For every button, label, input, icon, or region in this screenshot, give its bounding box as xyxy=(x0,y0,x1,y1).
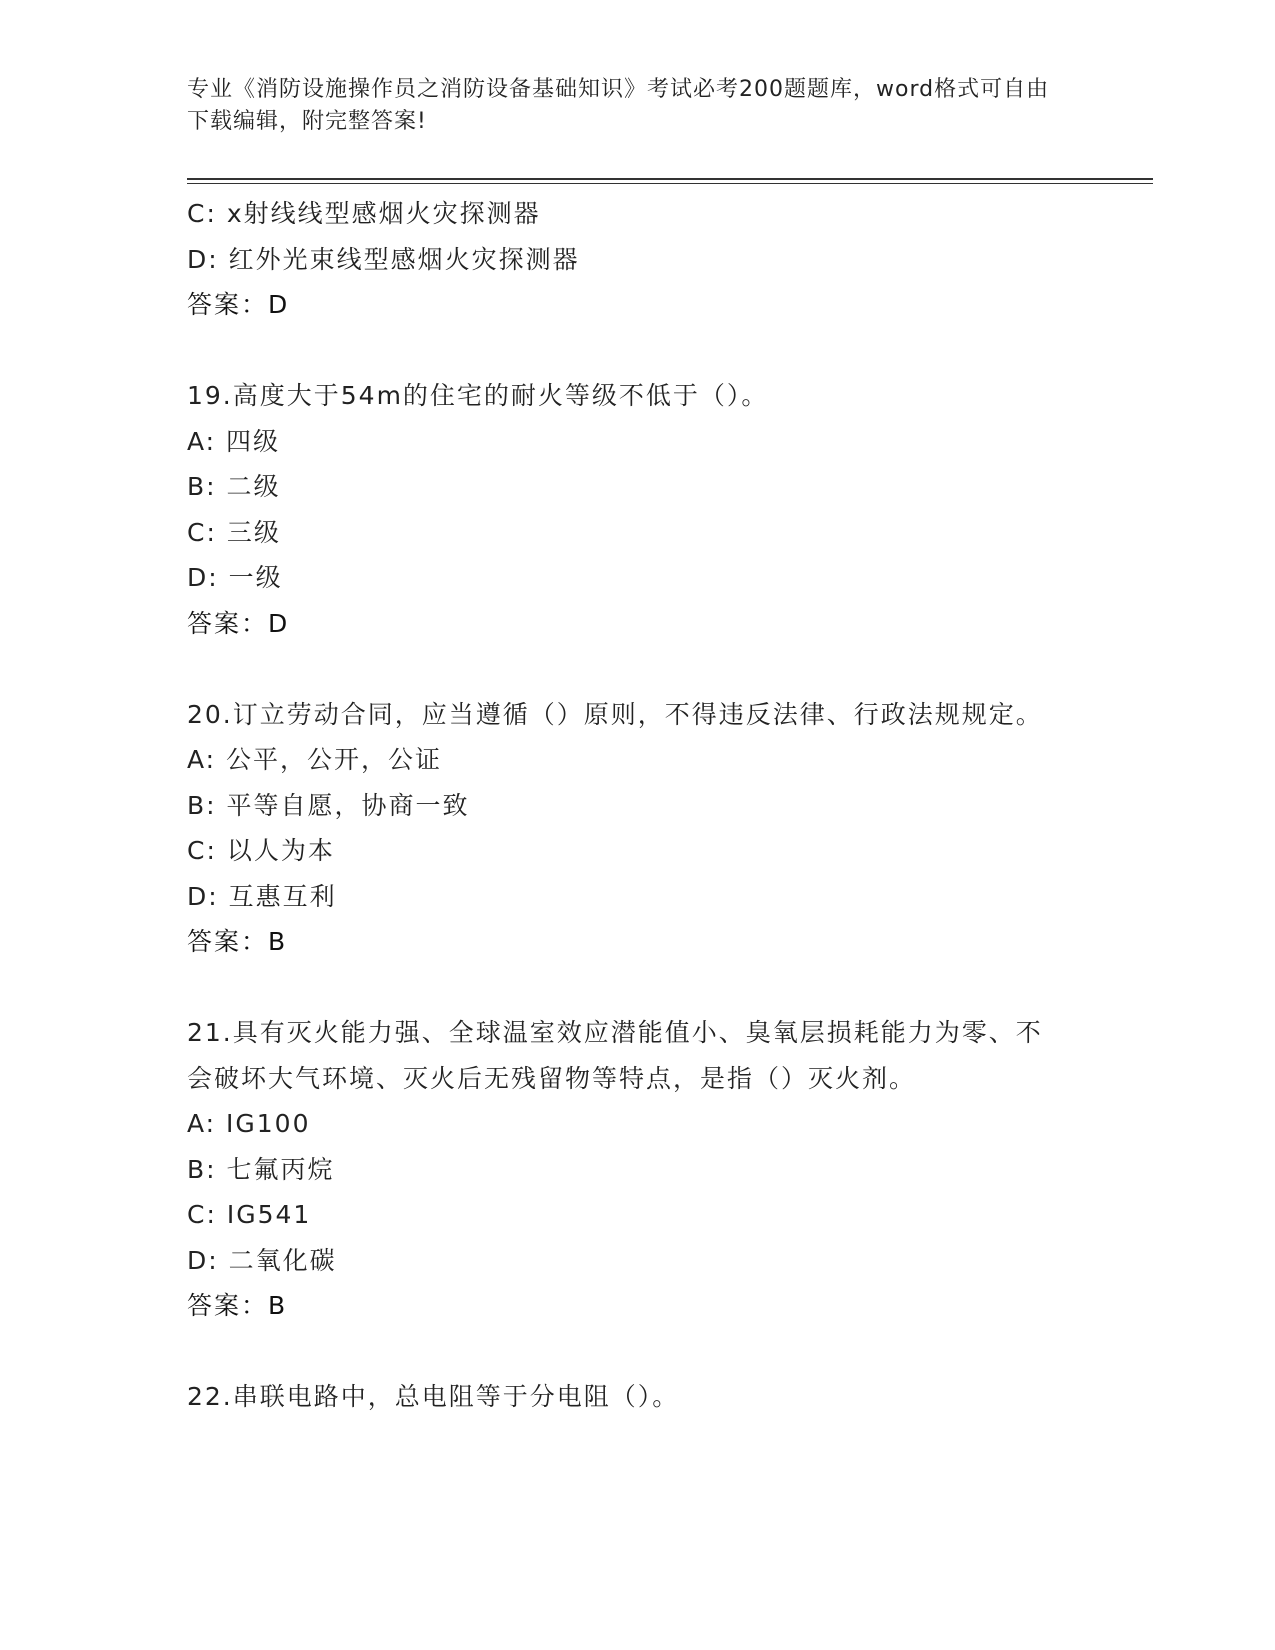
option-a: A: IG100 xyxy=(187,1109,311,1138)
question-text: 21.具有灭火能力强、全球温室效应潜能值小、臭氧层损耗能力为零、不会破坏大气环境、灭火后无残留物等特点，是指（）灭火剂。 xyxy=(187,1018,1043,1093)
option-d: D: 红外光束线型感烟火灾探测器 xyxy=(187,244,580,274)
option-c: C: 以人为本 xyxy=(187,836,335,865)
option-d: D: 一级 xyxy=(187,563,283,592)
question-18 xyxy=(187,191,1087,328)
option-c: C: IG541 xyxy=(187,1200,312,1229)
option-d: D: 互惠互利 xyxy=(187,881,337,911)
option-a: A: 公平，公开，公证 xyxy=(187,745,443,774)
header-rule-thin xyxy=(187,183,1153,184)
option-b: B: 七氟丙烷 xyxy=(187,1154,335,1184)
spacer xyxy=(187,965,1087,1011)
answer-line: 答案：B xyxy=(187,927,288,956)
question-19 xyxy=(187,373,1087,646)
question-text: 22.串联电路中，总电阻等于分电阻（）。 xyxy=(187,1382,680,1411)
spacer xyxy=(187,1329,1087,1375)
option-c: C: 三级 xyxy=(187,517,281,547)
option-b: B: 平等自愿，协商一致 xyxy=(187,790,470,820)
question-21 xyxy=(187,1010,1087,1329)
answer-line: 答案：B xyxy=(187,1291,288,1320)
option-d: D: 二氧化碳 xyxy=(187,1245,337,1275)
spacer xyxy=(187,646,1087,692)
question-text: 20.订立劳动合同，应当遵循（）原则，不得违反法律、行政法规规定。 xyxy=(187,699,1043,729)
answer-line: 答案：D xyxy=(187,290,290,319)
page-header: 专业《消防设施操作员之消防设备基础知识》考试必考200题题库，word格式可自由下载编辑，附完整答案! xyxy=(187,77,1050,134)
option-b: B: 二级 xyxy=(187,472,281,501)
option-c: C: x射线线型感烟火灾探测器 xyxy=(187,199,541,228)
question-22 xyxy=(187,1374,1087,1420)
header-rule-thick xyxy=(187,178,1153,180)
option-a: A: 四级 xyxy=(187,426,281,456)
question-list xyxy=(187,191,1087,1420)
question-20 xyxy=(187,692,1087,965)
question-text: 19.高度大于54m的住宅的耐火等级不低于（）。 xyxy=(187,381,769,410)
spacer xyxy=(187,328,1087,374)
answer-line: 答案：D xyxy=(187,608,290,638)
